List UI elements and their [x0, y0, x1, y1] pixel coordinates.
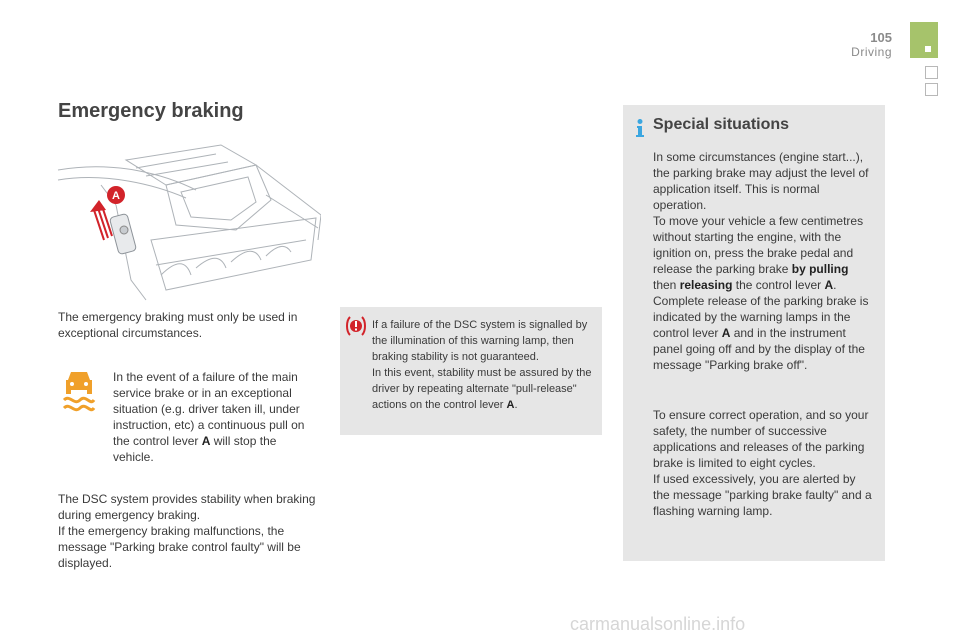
dsc-paragraph: The DSC system provides stability when braking during emergency braking. If the emergency braking malfunctions, the message "Parking brake control faulty" will be displayed.	[58, 492, 316, 570]
special-situations-panel	[623, 105, 885, 561]
label-a: A	[112, 190, 120, 202]
warning-text: If a failure of the DSC system is signalled by the illumination of this warning lamp, then braking stability is not guaranteed. In this event, stability must be assured by the driver by repeating alternate "pull-release" actions on the control lever A.	[372, 319, 592, 411]
special-p3: Complete release of the parking brake is indicated by the warning lamps in the control lever A and in the instrument panel going off and by the display of the message "Parking brake off".	[653, 294, 869, 372]
section-label: Driving	[851, 45, 892, 59]
page-number: 105	[870, 30, 892, 45]
info-icon	[631, 118, 649, 138]
special-p1: In some circumstances (engine start...), the parking brake may adjust the level of application itself. This is normal operation.	[653, 150, 869, 212]
footer-watermark: carmanualsonline.info	[570, 614, 746, 634]
parking-brake-illustration	[56, 140, 321, 305]
tab-box-2	[925, 83, 938, 96]
tab-box-1	[925, 66, 938, 79]
emergency-brake-car-icon	[62, 370, 96, 416]
page-title: Emergency braking	[58, 100, 244, 122]
special-p5: If used excessively, you are alerted by the message "parking brake faulty" and a flashing warning lamp.	[653, 472, 872, 518]
special-p2: To move your vehicle a few centimetres without starting the engine, with the ignition on, press the brake pedal and release the parking brake by pulling then releasing the control lever A.	[653, 214, 864, 292]
warning-exclamation-icon	[346, 315, 366, 337]
warning-box	[340, 307, 602, 435]
section-tab[interactable]	[910, 22, 938, 58]
special-title: Special situations	[653, 116, 790, 133]
special-p4: To ensure correct operation, and so your safety, the number of successive applications and releases of the parking brake is limited to eight cycles.	[653, 408, 869, 470]
event-paragraph: In the event of a failure of the main service brake or in an exceptional situation (e.g. driver taken ill, under instruction, etc) a continuous pull on the control lever A will stop the vehicle.	[113, 370, 305, 464]
intro-text: The emergency braking must only be used in exceptional circumstances.	[58, 310, 298, 340]
